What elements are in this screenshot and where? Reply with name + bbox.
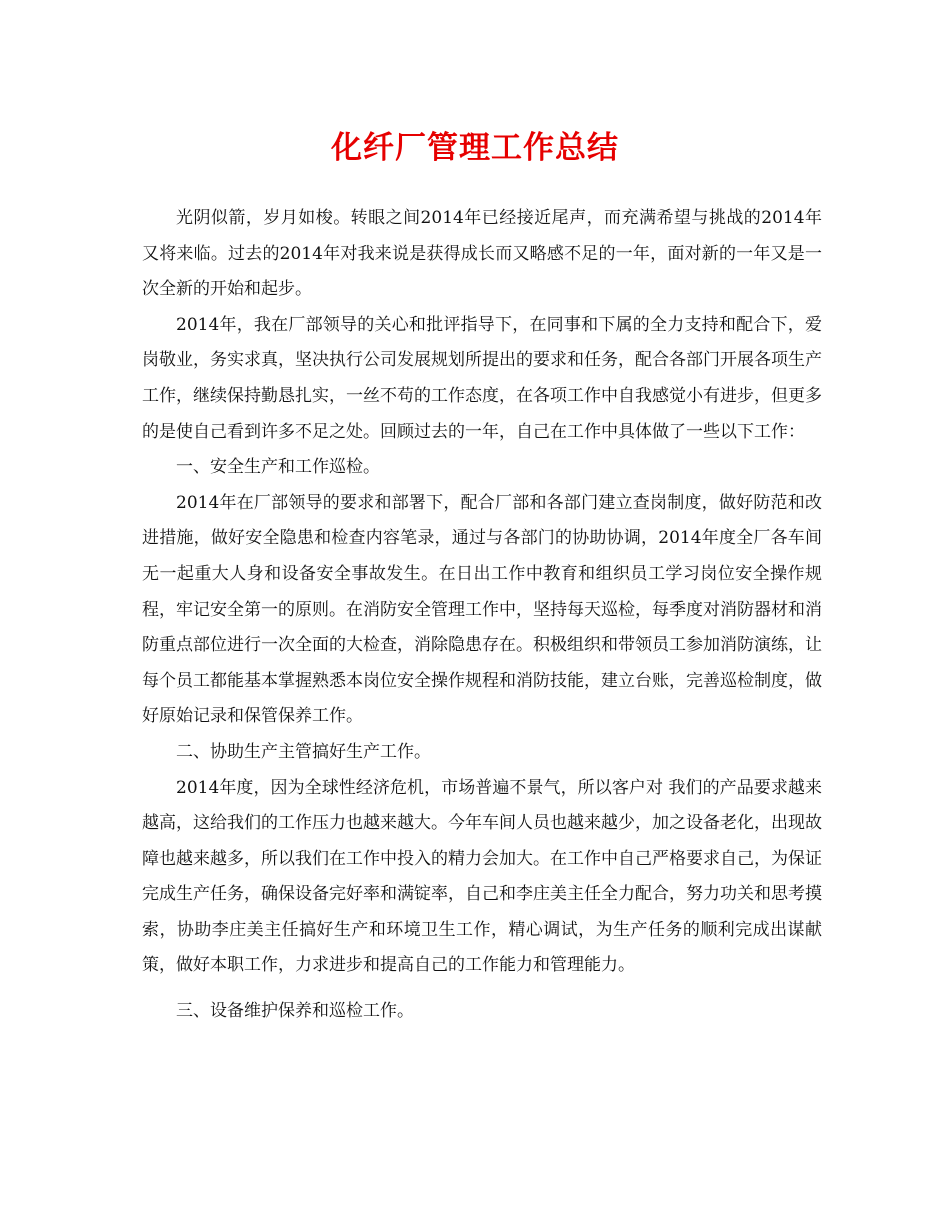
section-heading-safety: 一、安全生产和工作巡检。 — [176, 457, 380, 478]
section-heading-maintenance: 三、设备维护保养和巡检工作。 — [176, 1001, 414, 1022]
section-heading-production: 二、协助生产主管搞好生产工作。 — [176, 741, 431, 762]
paragraph-intro: 光阴似箭，岁月如梭。转眼之间2014年已经接近尾声，而充满希望与挑战的2014年又将来临。过去的2014年对我来说是获得成长而又略感不足的一年，面对新的一年又是一次全新的开始和起步。 — [142, 208, 822, 300]
paragraph-safety: 2014年在厂部领导的要求和部署下，配合厂部和各部门建立查岗制度，做好防范和改进措施，做好安全隐患和检查内容笔录，通过与各部门的协助协调，2014年度全厂各车间无一起重大人身和设备安全事故发生。在日出工作中教育和组织员工学习岗位安全操作规程，牢记安全第一的原则。在消防安全管理工作中，坚持每天巡检，每季度对消防器材和消防重点部位进行一次全面的大检查，消除隐患存在。积极组织和带领员工参加消防演练，让每个员工都能基本掌握熟悉本岗位安全操作规程和消防技能，建立台账，完善巡检制度，做好原始记录和保管保养工作。 — [142, 492, 822, 727]
document-title: 化纤厂管理工作总结 — [331, 130, 619, 166]
document-body — [142, 201, 822, 1030]
paragraph-overview: 2014年，我在厂部领导的关心和批评指导下，在同事和下属的全力支持和配合下，爱岗敬业，务实求真，坚决执行公司发展规划所提出的要求和任务，配合各部门开展各项生产工作，继续保持勤恳扎实，一丝不苟的工作态度，在各项工作中自我感觉小有进步，但更多的是使自己看到许多不足之处。回顾过去的一年，自己在工作中具体做了一些以下工作： — [142, 314, 822, 442]
paragraph-production: 2014年度，因为全球性经济危机，市场普遍不景气，所以客户对 我们的产品要求越来越高，这给我们的工作压力也越来越大。今年车间人员也越来越少，加之设备老化，出现故障也越来越多，所以我们在工作中投入的精力会加大。在工作中自己严格要求自己，为保证完成生产任务，确保设备完好率和满锭率，自己和李庄美主任全力配合，努力功关和思考摸索，协助李庄美主任搞好生产和环境卫生工作，精心调试，为生产任务的顺利完成出谋献策，做好本职工作，力求进步和提高自己的工作能力和管理能力。 — [142, 777, 822, 976]
